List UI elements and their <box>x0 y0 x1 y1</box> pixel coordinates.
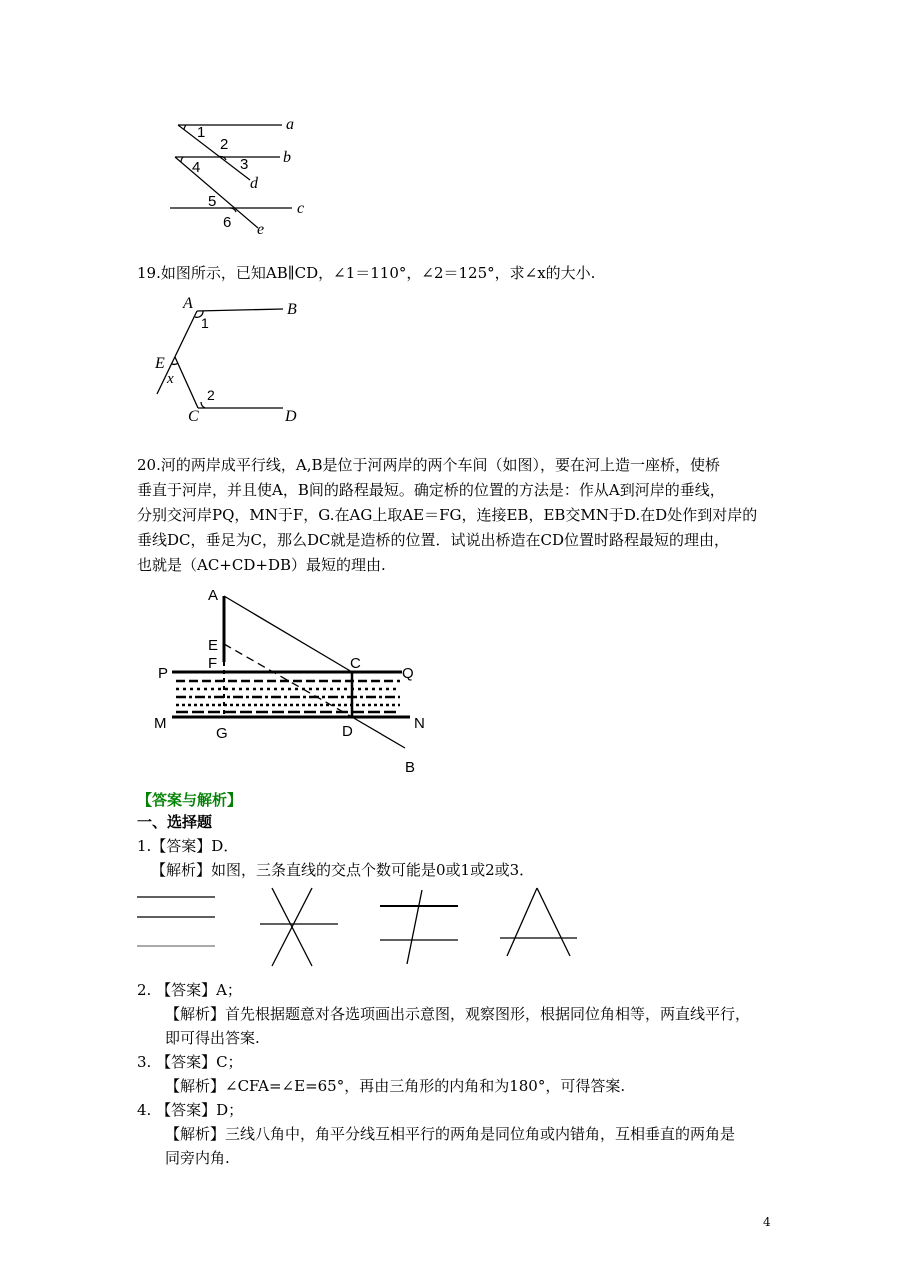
q20-line-3: 分别交河岸PQ，MN于F，G.在AG上取AE＝FG，连接EB，EB交MN于D.在D处作到对岸的 <box>137 506 758 524</box>
intersection-case-2 <box>380 890 458 964</box>
q19-text: 19.如图所示，已知AB∥CD，∠1＝110°，∠2＝125°，求∠x的大小. <box>137 264 596 282</box>
fig19-label-b: B <box>287 301 297 318</box>
q20-line-1: 20.河的两岸成平行线，A,B是位于河两岸的两个车间（如图），要在河上造一座桥，使桥 <box>137 456 720 474</box>
analysis-3-line-1: 【解析】∠CFA=∠E=65°，再由三角形的内角和为180°，可得答案. <box>165 1077 626 1095</box>
fig18-label-c: c <box>297 200 305 217</box>
fig20-label-e: E <box>208 637 219 654</box>
fig19-segment-ae <box>157 311 197 394</box>
answer-3: 3. 【答案】C； <box>137 1053 243 1071</box>
fig19-label-2: 2 <box>207 387 215 403</box>
intersection-case-0 <box>137 897 215 946</box>
fig19-label-a: A <box>183 295 193 312</box>
fig18-label-a: a <box>286 116 294 133</box>
fig18-label-b: b <box>283 149 291 166</box>
fig18-label-6: 6 <box>223 214 232 231</box>
answer-4: 4. 【答案】D； <box>137 1101 244 1119</box>
section-choice: 一、选择题 <box>137 813 213 831</box>
answer-1: 1.【答案】D． <box>137 837 239 855</box>
fig19-label-c: C <box>188 408 199 425</box>
intersection-case-1 <box>260 888 338 966</box>
fig20-label-q: Q <box>402 665 414 682</box>
fig19-label-1: 1 <box>201 315 209 331</box>
fig20-label-g: G <box>216 725 228 742</box>
fig18-label-e: e <box>257 221 265 238</box>
q20-line-2: 垂直于河岸，并且使A，B间的路程最短。确定桥的位置的方法是：作从A到河岸的垂线， <box>137 481 725 499</box>
fig18-label-d: d <box>250 175 258 192</box>
fig19-label-x: x <box>167 371 174 387</box>
fig-q20 <box>150 582 440 782</box>
fig18-label-2: 2 <box>220 136 229 153</box>
fig19-segment-ab <box>197 309 283 311</box>
fig20-label-m: M <box>154 715 167 732</box>
fig20-label-p: P <box>158 665 169 682</box>
q20-line-4: 垂线DC，垂足为C，那么DC就是造桥的位置．试说出桥造在CD位置时路程最短的理由， <box>137 531 729 549</box>
fig20-label-b: B <box>405 759 416 776</box>
fig20-label-a: A <box>208 587 219 604</box>
answer-2: 2. 【答案】A； <box>137 981 242 999</box>
fig-q19 <box>145 290 310 430</box>
fig-q18 <box>160 110 320 240</box>
fig20-label-n: N <box>414 715 425 732</box>
fig-intersections <box>130 880 590 975</box>
fig20-label-f: F <box>208 655 218 672</box>
fig19-label-e: E <box>155 355 165 372</box>
fig18-label-4: 4 <box>192 159 201 176</box>
fig19-segment-ec <box>175 357 198 408</box>
intersection-case-3 <box>500 888 577 956</box>
q20-line-5: 也就是（AC+CD+DB）最短的理由. <box>137 556 386 574</box>
analysis-4-line-2: 同旁内角. <box>165 1149 230 1167</box>
fig20-label-d: D <box>342 723 353 740</box>
fig18-label-3: 3 <box>240 156 249 173</box>
analysis-1-line-1: 【解析】如图，三条直线的交点个数可能是0或1或2或3． <box>151 861 535 879</box>
analysis-4-line-1: 【解析】三线八角中，角平分线互相平行的两角是同位角或内错角，互相垂直的两角是 <box>165 1125 736 1143</box>
fig20-segment-ac <box>224 596 352 672</box>
answers-heading: 【答案与解析】 <box>137 791 243 809</box>
fig18-label-5: 5 <box>208 193 217 210</box>
analysis-2-line-1: 【解析】首先根据题意对各选项画出示意图，观察图形，根据同位角相等，两直线平行， <box>165 1005 751 1023</box>
page-number: 4 <box>763 1215 771 1229</box>
fig18-label-1: 1 <box>197 124 206 141</box>
fig19-label-d: D <box>285 408 297 425</box>
fig20-label-c: C <box>350 655 361 672</box>
fig20-segment-db <box>352 717 405 748</box>
analysis-2-line-2: 即可得出答案. <box>165 1029 260 1047</box>
